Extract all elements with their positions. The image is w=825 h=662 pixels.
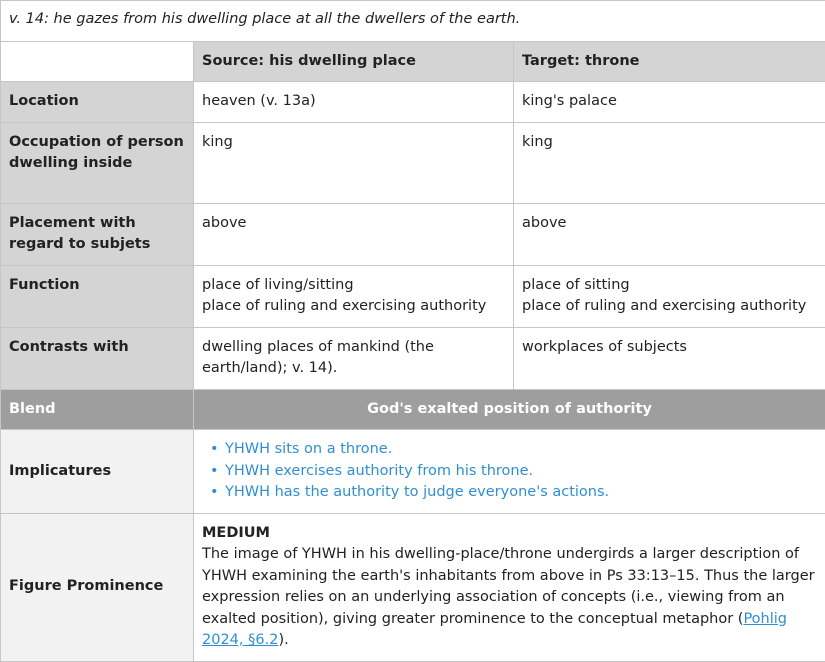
target-cell: workplaces of subjects	[514, 327, 825, 389]
list-item: • YHWH sits on a throne.	[202, 439, 817, 461]
implicatures-label: Implicatures	[1, 430, 194, 514]
row-function	[1, 265, 825, 327]
bullet-icon: •	[210, 461, 219, 483]
source-cell	[194, 265, 514, 327]
source-line: place of ruling and exercising authority	[202, 296, 505, 318]
target-cell: king's palace	[514, 82, 825, 123]
prominence-text: The image of YHWH in his dwelling-place/throne undergirds a larger description of YHWH examining the earth's inhabitants from above in Ps 33:13–15. Thus the larger expression relies on an underlying association of concepts (i.e., viewing from an exalted position), giving greater prominence to the conceptual metaphor (Pohlig 2024, §6.2).	[202, 544, 817, 652]
row-contrasts	[1, 327, 825, 389]
bullet-icon: •	[210, 439, 219, 461]
blend-label: Blend	[1, 389, 194, 430]
list-item: • YHWH has the authority to judge everyone's actions.	[202, 482, 817, 504]
row-label: Placement with regard to subjets	[1, 203, 194, 265]
prominence-label: Figure Prominence	[1, 513, 194, 661]
list-item: • YHWH exercises authority from his throne.	[202, 461, 817, 483]
implicatures-list	[202, 439, 817, 504]
implicatures-cell	[194, 430, 825, 514]
bullet-icon: •	[210, 482, 219, 504]
target-line: place of ruling and exercising authority	[522, 296, 817, 318]
source-cell: above	[194, 203, 514, 265]
source-line: place of living/sitting	[202, 275, 505, 297]
blend-value: God's exalted position of authority	[194, 389, 825, 430]
source-cell: heaven (v. 13a)	[194, 82, 514, 123]
target-line: place of sitting	[522, 275, 817, 297]
row-occupation	[1, 122, 825, 203]
header-blank-cell	[1, 41, 194, 82]
row-label: Function	[1, 265, 194, 327]
blend-row	[1, 389, 825, 430]
verse-row	[1, 1, 825, 42]
row-label: Location	[1, 82, 194, 123]
prominence-level: MEDIUM	[202, 523, 817, 545]
row-placement	[1, 203, 825, 265]
row-label: Contrasts with	[1, 327, 194, 389]
row-label: Occupation of person dwelling inside	[1, 122, 194, 203]
implicatures-row	[1, 430, 825, 514]
header-row	[1, 41, 825, 82]
header-source: Source: his dwelling place	[194, 41, 514, 82]
source-cell: king	[194, 122, 514, 203]
prominence-row	[1, 513, 825, 661]
header-target: Target: throne	[514, 41, 825, 82]
source-cell: dwelling places of mankind (the earth/land); v. 14).	[194, 327, 514, 389]
prominence-cell	[194, 513, 825, 661]
target-cell	[514, 265, 825, 327]
target-cell: king	[514, 122, 825, 203]
citation-link[interactable]: Pohlig 2024, §6.2	[202, 611, 787, 649]
target-cell: above	[514, 203, 825, 265]
row-location	[1, 82, 825, 123]
verse-line: v. 14: he gazes from his dwelling place at all the dwellers of the earth.	[1, 1, 825, 42]
